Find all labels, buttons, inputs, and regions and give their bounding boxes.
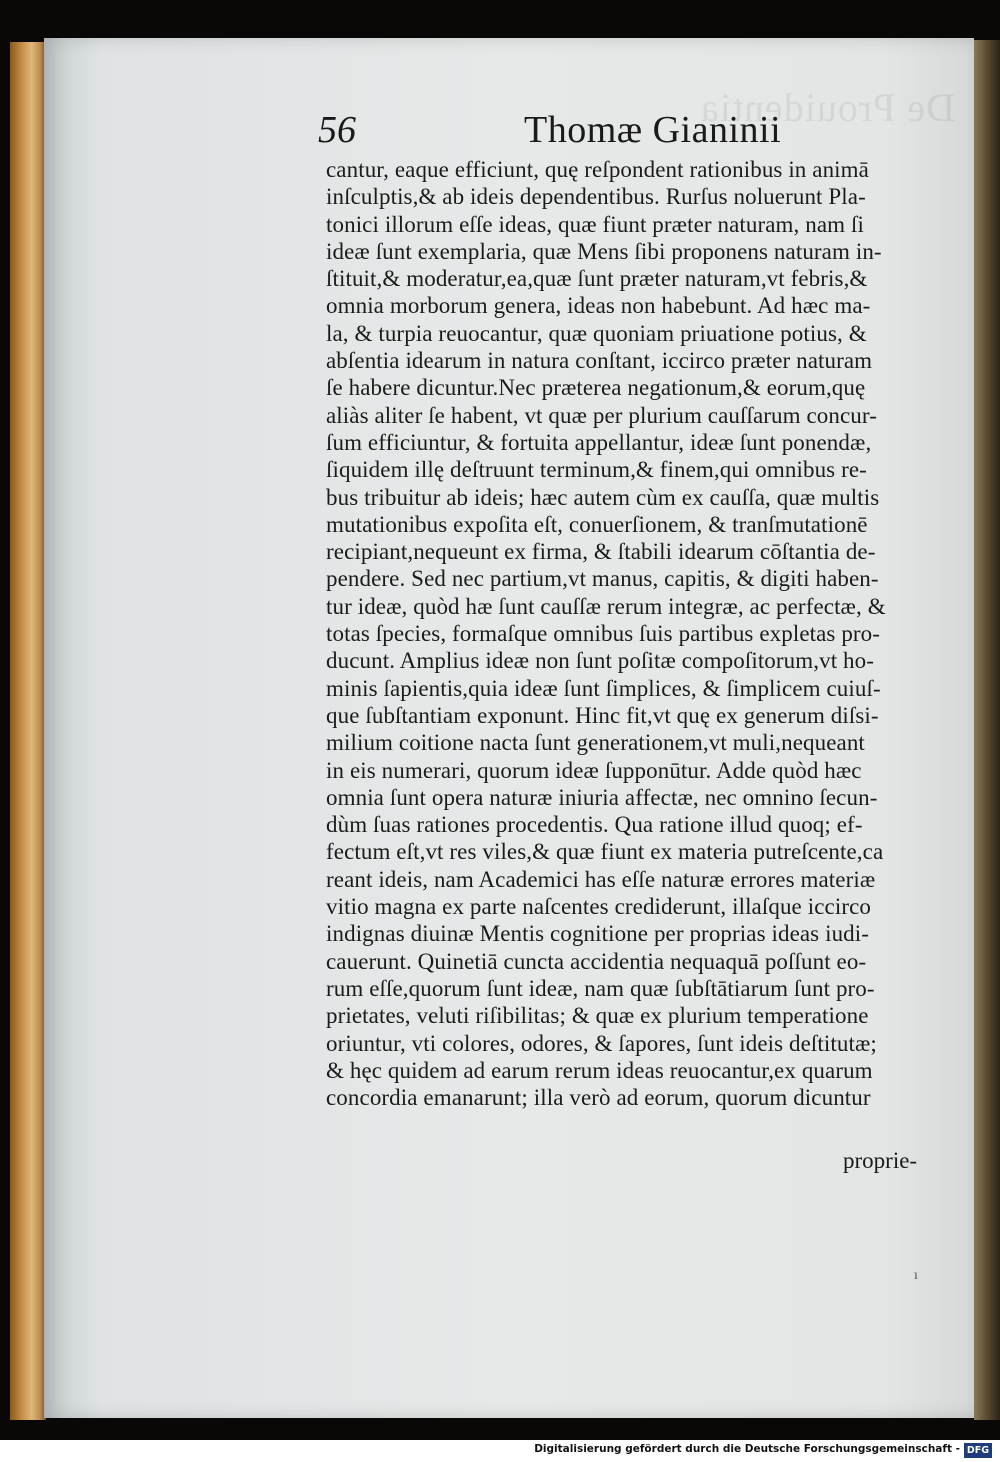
text-line: bus tribuitur ab ideis; hæc autem cùm ex cauſſa, quæ multis [326,484,880,510]
catchword: proprie- [843,1148,918,1173]
text-line: in eis numerari, quorum ideæ ſupponūtur. Adde quòd hæc [326,757,862,783]
text-line: la, & turpia reuocantur, quæ quoniam priuatione potius, & [326,320,867,346]
text-line: ſtituit,& moderatur,ea,quæ ſunt præter naturam,vt febris,& [326,266,868,292]
text-line: mutationibus expoſita eſt, conuerſionem, & tranſmutationē [326,511,868,537]
text-line: concordia emanarunt; illa verò ad eorum, quorum dicuntur [326,1085,871,1111]
text-line: recipiant,nequeunt ex firma, & ſtabili idearum cōſtantia de- [326,539,876,565]
footer-credit: Digitalisierung gefördert durch die Deutsche Forschungsgemeinschaft - [534,1443,960,1455]
page-number: 56 [318,109,356,151]
text-line: ſe habere dicuntur.Nec præterea negationum,& eorum,quę [326,375,866,401]
text-line: totas ſpecies, formaſque omnibus ſuis partibus expletas pro- [326,621,881,647]
book-page-edges [10,42,46,1420]
text-line: indignas diuinæ Mentis cognitione per proprias ideas iudi- [326,921,870,947]
text-line: que ſubſtantiam exponunt. Hinc fit,vt quę ex generum diſsi- [326,702,879,728]
text-line: omnia morborum genera, ideas non habebunt. Ad hæc ma- [326,293,871,319]
text-line: inſculptis,& ab ideis dependentibus. Rurſus noluerunt Pla- [326,184,866,210]
text-line: ideæ ſunt exemplaria, quæ Mens ſibi proponens naturam in- [326,238,882,264]
text-line: oriuntur, vti colores, odores, & ſapores, ſunt ideis deſtitutæ; [326,1030,877,1056]
text-line: ducunt. Amplius ideæ non ſunt poſitæ compoſitorum,vt ho- [326,648,875,674]
show-through-text: De Prouidentia [700,85,956,130]
text-line: abſentia idearum in natura conſtant, iccirco præter naturam [326,348,873,374]
text-line: tonici illorum eſſe ideas, quæ fiunt præter naturam, nam ſi [326,211,864,237]
running-head: Thomæ Gianinii [524,109,782,151]
text-line: dùm ſuas rationes procedentis. Qua ratione illud quoq; ef- [326,812,863,838]
text-line: cauerunt. Quinetiā cuncta accidentia nequaquā poſſunt eo- [326,948,867,974]
text-line: fectum eſt,vt res viles,& quæ fiunt ex materia putreſcente,ca [326,839,884,865]
stray-mark: ı [914,1268,918,1283]
text-line: pendere. Sed nec partium,vt manus, capitis, & digiti haben- [326,566,879,592]
text-line: prietates, veluti riſibilitas; & quæ ex plurium temperatione [326,1003,869,1029]
footer-bar [0,1440,1000,1462]
text-line: rum eſſe,quorum ſunt ideæ, nam quæ ſubſtātiarum ſunt pro- [326,975,875,1001]
text-line: minis ſapientis,quia ideæ ſunt ſimplices, & ſimplicem cuiuſ- [326,675,881,701]
page-header [318,108,958,158]
text-line: milium coitione nacta ſunt generationem,vt muli,nequeant [326,730,865,756]
text-line: ſiquidem illę deſtruunt terminum,& finem,qui omnibus re- [326,457,867,483]
text-line: tur ideæ, quòd hæ ſunt cauſſæ rerum integræ, ac perfectæ, & [326,593,886,619]
text-line: ſum efficiuntur, & fortuita appellantur, ideæ ſunt ponendæ, [326,429,872,455]
text-line: omnia ſunt opera naturæ iniuria affectæ, nec omnino ſecun- [326,784,878,810]
text-line: vitio magna ex parte naſcentes crediderunt, illaſque iccirco [326,894,871,920]
text-line: & hęc quidem ad earum rerum ideas reuocantur,ex quarum [326,1057,873,1083]
book-spine-shadow [974,40,1000,1420]
text-line: cantur, eaque efficiunt, quę reſpondent rationibus in animā [326,157,869,182]
text-line: aliàs aliter ſe habent, vt quæ per plurium cauſſarum concur- [326,402,877,428]
dfg-logo: DFG [964,1443,992,1458]
text-line: reant ideis, nam Academici has eſſe naturæ errores materiæ [326,866,876,892]
body-text [326,156,966,1111]
